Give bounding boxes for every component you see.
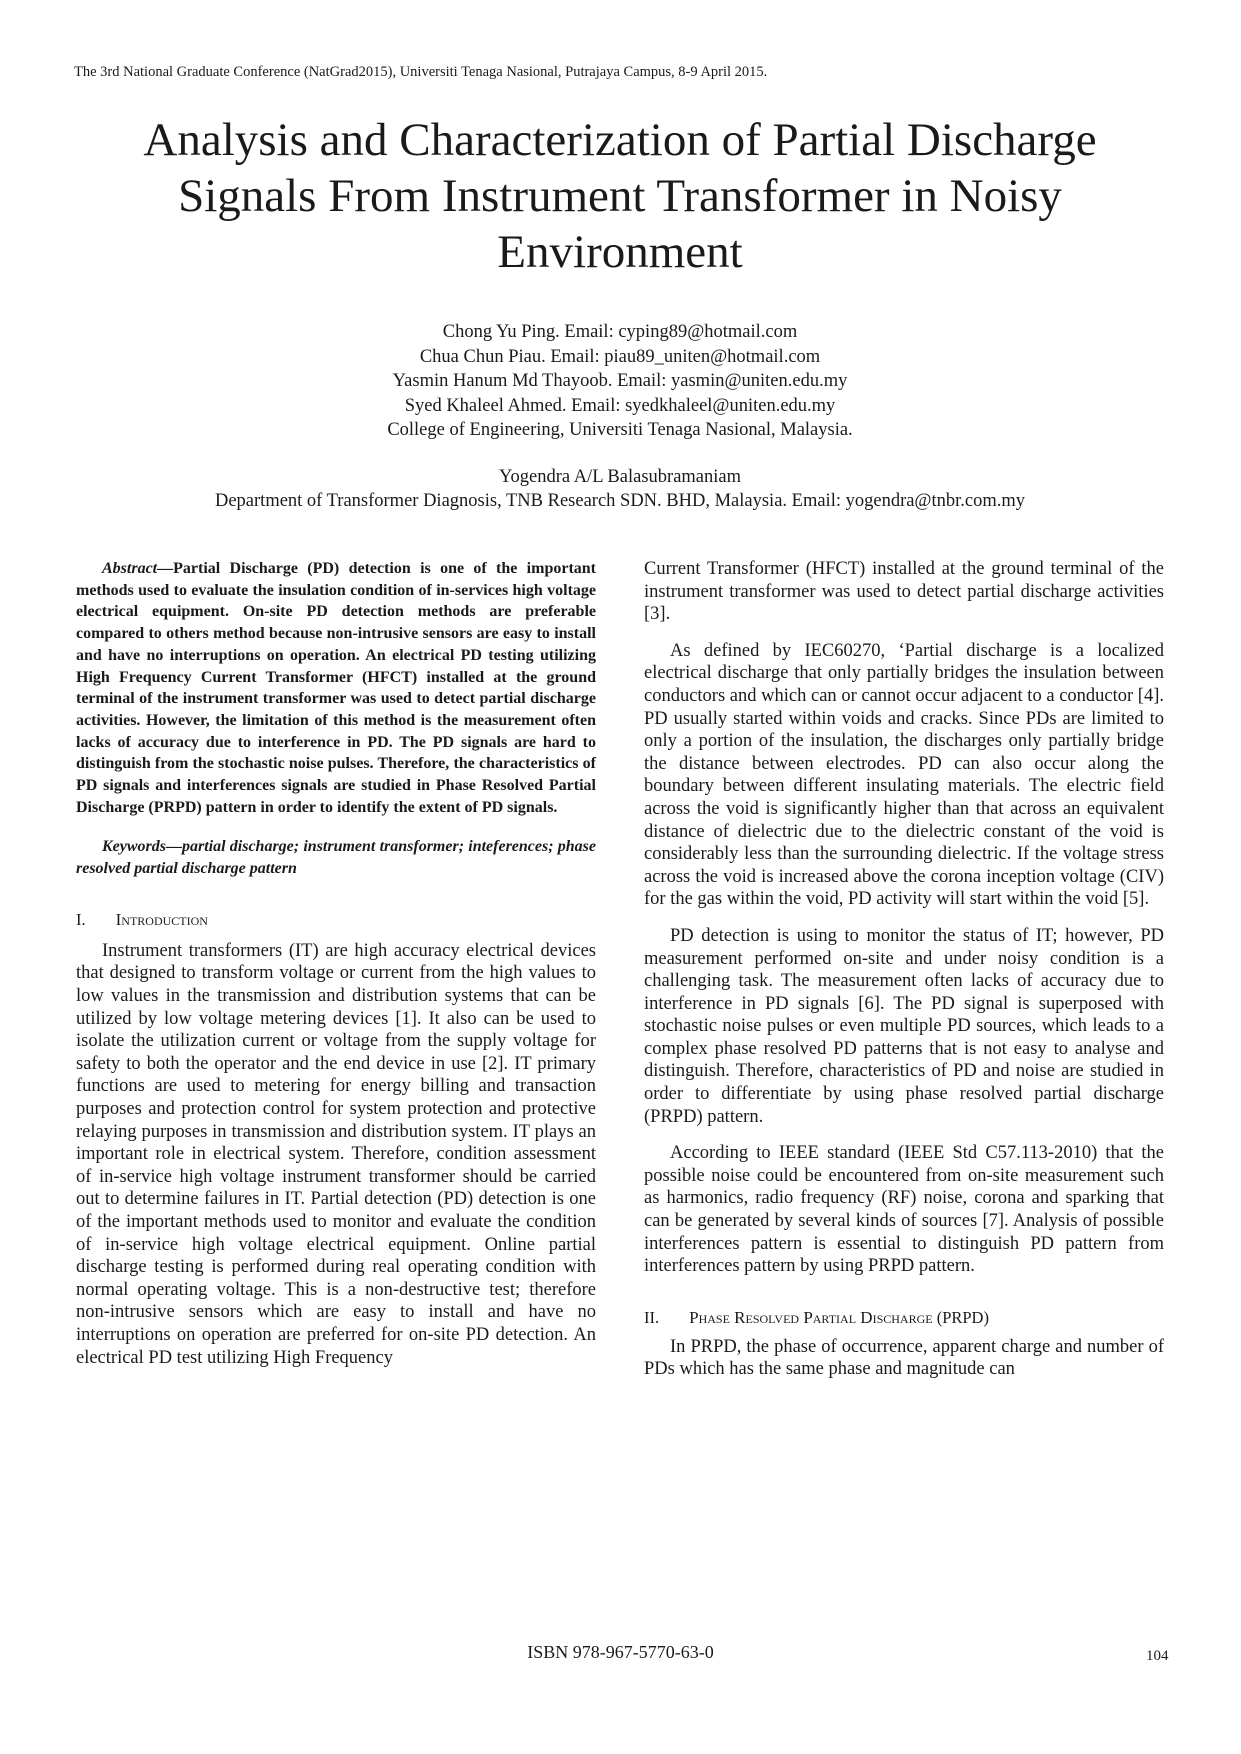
section-title: Introduction: [115, 909, 208, 929]
title-line-3: Environment: [497, 226, 743, 278]
paper-title: [80, 112, 1160, 280]
intro-paragraph: Instrument transformers (IT) are high accuracy electrical devices that designed to transform voltage or current from the high values to low values in the transmission and distribution systems that can be utilized by low voltage metering devices [1]. It also can be used to isolate the utilization current or voltage from the supply voltage for safety to both the operator and the end device in use [2]. IT primary functions are used to metering for energy billing and transaction purposes and protection control for system protection and protective relaying purposes in transmission and distribution system. IT plays an important role in electrical system. Therefore, condition assessment of in-service high voltage instrument transformer should be carried out to determine failures in IT. Partial detection (PD) detection is one of the important methods used to monitor and evaluate the condition of in-service high voltage electrical equipment. Online partial discharge testing is performed during real operating condition with normal operating voltage. This is a non-destructive test; therefore non-intrusive sensors which are easy to install and have no interruptions on operation are preferred for on-site PD detection. An electrical PD test utilizing High Frequency: [76, 940, 596, 1368]
paragraph: According to IEEE standard (IEEE Std C57.113-2010) that the possible noise could be encountered from on-site measurement such as harmonics, radio frequency (RF) noise, corona and sparking that can be generated by several kinds of sources [7]. Analysis of possible interferences pattern is essential to distinguish PD pattern from interferences pattern by using PRPD pattern.: [644, 1143, 1164, 1277]
title-line-2: Signals From Instrument Transformer in Noisy: [178, 170, 1062, 222]
author-line: Chong Yu Ping. Email: cyping89@hotmail.com: [442, 322, 798, 342]
conference-header: The 3rd National Graduate Conference (NatGrad2015), Universiti Tenaga Nasional, Putrajaya Campus, 8-9 April 2015.: [74, 64, 768, 80]
keywords: [76, 836, 596, 879]
section-number: I.: [76, 909, 86, 929]
abstract-label: Abstract—: [102, 560, 174, 577]
author-line: Syed Khaleel Ahmed. Email: syedkhaleel@uniten.edu.my: [404, 395, 836, 416]
paragraph: As defined by IEC60270, ‘Partial discharge is a localized electrical discharge that only partially bridges the insulation between conductors and which can or cannot occur adjacent to a conductor [4]. PD usually started within voids and cracks. Since PDs are limited to only a portion of the insulation, the discharges only partially bridge the distance between electrodes. PD can also occur along the boundary between different insulating materials. The electric field across the void is significantly higher than that across an equivalent distance of dielectric due to the dielectric constant of the void is considerably less than the surrounding dielectric. If the voltage stress across the void is increased above the corona inception voltage (CIV) for the gas within the void, PD activity will start within the void [5].: [644, 640, 1164, 910]
section-title: Phase Resolved Partial Discharge: [689, 1307, 933, 1327]
author-line: Yasmin Hanum Md Thayoob. Email: yasmin@uniten.edu.my: [392, 371, 848, 391]
right-column: [644, 558, 1164, 1381]
author-2-name: Yogendra A/L Balasubramaniam: [499, 466, 741, 487]
page-number: 104: [1146, 1648, 1169, 1664]
title-line-1: Analysis and Characterization of Partial Discharge: [143, 114, 1097, 166]
left-column: [76, 558, 596, 1369]
keywords-label: Keywords—: [102, 838, 182, 856]
author-affiliation: College of Engineering, Universiti Tenaga Nasional, Malaysia.: [387, 420, 853, 440]
section-heading-introduction: [76, 910, 596, 930]
abstract: [76, 558, 596, 818]
author-line: Chua Chun Piau. Email: piau89_uniten@hotmail.com: [419, 346, 821, 367]
section-abbrev: (PRPD): [936, 1307, 989, 1327]
keywords-text: partial discharge; instrument transformer; inteferences; phase resolved partial discharge pattern: [76, 838, 596, 878]
paragraph: PD detection is using to monitor the status of IT; however, PD measurement performed on-site and under noisy condition is a challenging task. The measurement often lacks of accuracy due to interference in PD signals [6]. The PD signal is superposed with stochastic noise pulses or even multiple PD sources, which leads to a complex phase resolved PD patterns that is not easy to analyse and distinguish. Therefore, characteristics of PD and noise are studied in order to differentiate by using phase resolved partial discharge (PRPD) pattern.: [644, 925, 1164, 1127]
paragraph: In PRPD, the phase of occurrence, apparent charge and number of PDs which has the same phase and magnitude can: [644, 1336, 1164, 1380]
section-number: II.: [644, 1307, 660, 1327]
paragraph: Current Transformer (HFCT) installed at the ground terminal of the instrument transformer was used to detect partial discharge activities [3].: [644, 559, 1164, 625]
author-2-affiliation: Department of Transformer Diagnosis, TNB Research SDN. BHD, Malaysia. Email: yogendra@tnbr.com.my: [214, 491, 1025, 511]
section-heading-prpd: [644, 1308, 1164, 1328]
isbn-footer: ISBN 978-967-5770-63-0: [527, 1642, 714, 1662]
author-block: [80, 320, 1160, 514]
abstract-text: Partial Discharge (PD) detection is one of the important methods used to evaluate the insulation condition of in-services high voltage electrical equipment. On-site PD detection methods are preferable compared to others method because non-intrusive sensors are easy to install and have no interruptions on operation. An electrical PD testing utilizing High Frequency Current Transformer (HFCT) installed at the ground terminal of the instrument transformer was used to detect partial discharge activities. However, the limitation of this method is the measurement often lacks of accuracy due to interference in PD. The PD signals are hard to distinguish from the stochastic noise pulses. Therefore, the characteristics of PD signals and interferences signals are studied in Phase Resolved Partial Discharge (PRPD) pattern in order to identify the extent of PD signals.: [76, 560, 596, 816]
